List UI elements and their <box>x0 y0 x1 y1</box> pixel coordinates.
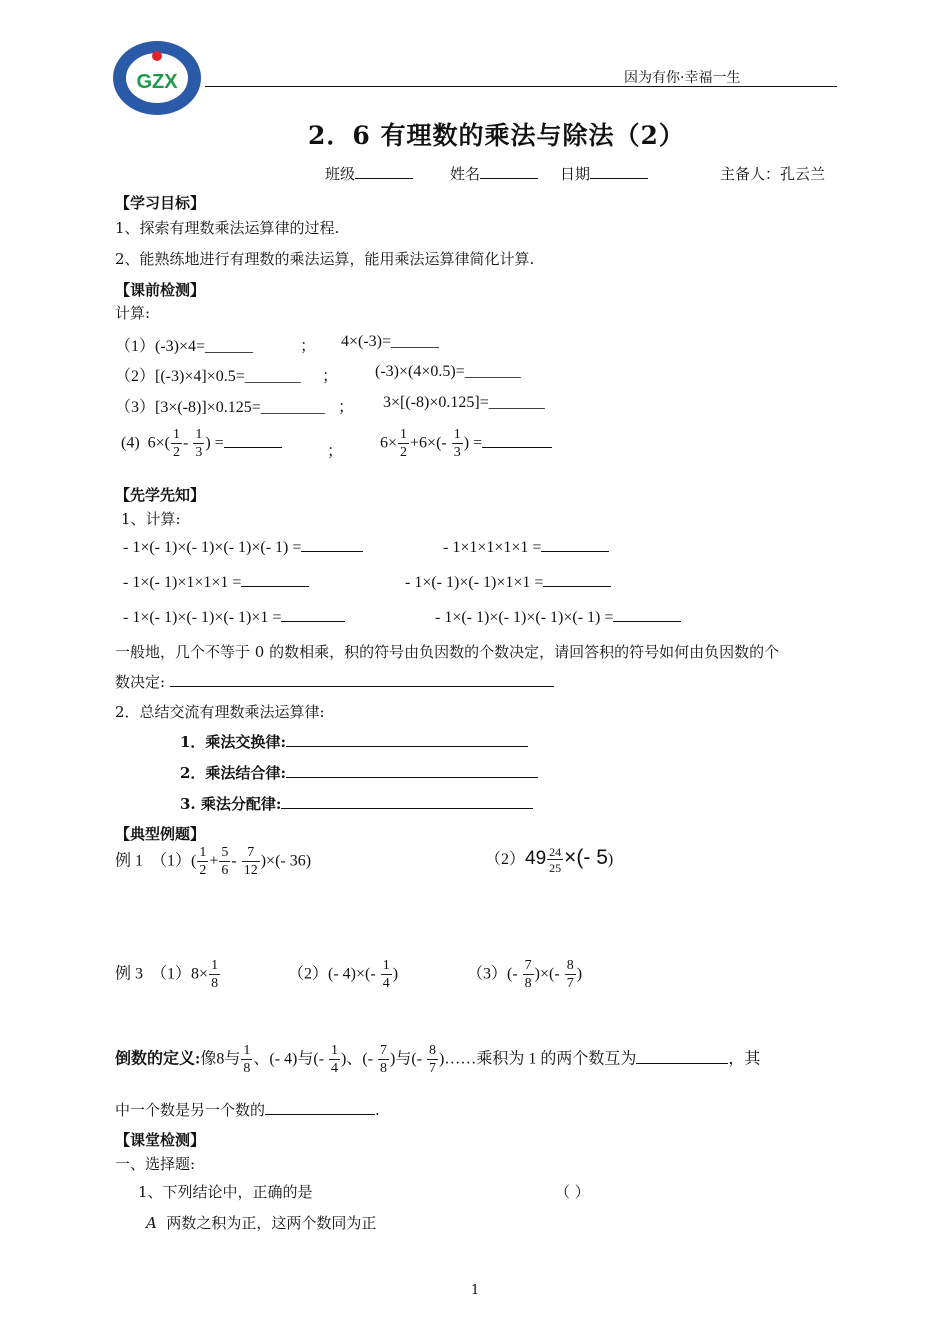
precheck-right: (-3)×(4×0.5)=_______ <box>375 363 521 380</box>
example-3-part3: （3）(- $\frac{7}{8}$ )×(- $\frac{8}{7}$ ) <box>467 958 583 991</box>
logo-text: GZX <box>136 71 178 93</box>
option-a: A 两数之积为正，这两个数同为正 <box>146 1214 377 1232</box>
prelearn-q2: 2．总结交流有理数乘法运算律: <box>115 703 325 721</box>
section-precheck: 【课前检测】 <box>115 281 206 299</box>
precheck-intro: 计算: <box>115 304 151 322</box>
school-logo <box>112 40 202 116</box>
page-number: 1 <box>471 1283 480 1298</box>
reciprocal-definition-cont: 中一个数是另一个数的 . <box>115 1101 380 1119</box>
precheck-left: （1）(-3)×4=______ <box>115 338 254 355</box>
precheck-row4-right: 6× $\frac{1}{2}$ +6×(- $\frac{1}{3}$ ) = <box>380 428 552 460</box>
section-examples: 【典型例题】 <box>115 825 206 843</box>
example-1-part1: 例 1 （1）( $\frac{1}{2}$ + $\frac{5}{6}$ - $\frac{7}{12}$ )×(- 36) <box>115 845 312 878</box>
law-distributive: 3. 乘法分配律: <box>180 793 533 814</box>
header-motto: 因为有你·幸福一生 <box>624 70 741 86</box>
section-classcheck: 【课堂检测】 <box>115 1131 206 1149</box>
calc-expr: - 1×(- 1)×1×1×1 = <box>123 572 309 592</box>
calc-expr: - 1×1×1×1×1 = <box>443 537 609 557</box>
law-associative: 2．乘法结合律: <box>180 762 538 783</box>
precheck-sep: ； <box>300 338 317 355</box>
choice-part: 一、选择题: <box>115 1155 196 1173</box>
general-rule: 一般地，几个不等于 0 的数相乘，积的符号由负因数的个数决定，请回答积的符号如何由负因数的个 <box>115 643 780 661</box>
class-field: 班级 <box>325 163 413 184</box>
calc-expr: - 1×(- 1)×(- 1)×1×1 = <box>405 572 611 592</box>
name-field: 姓名 <box>450 163 538 184</box>
precheck-right: 3×[(-8)×0.125]=_______ <box>383 394 545 411</box>
calc-expr: - 1×(- 1)×(- 1)×(- 1)×(- 1) = <box>123 537 363 557</box>
example-1-part2: （2）49 $\frac{24}{25}$ ×(- 5) <box>485 845 614 876</box>
general-rule-cont: 数决定: <box>115 671 554 692</box>
question-1: 1、下列结论中，正确的是 <box>138 1183 313 1201</box>
date-field: 日期 <box>560 163 648 184</box>
precheck-sep: ； <box>327 443 344 460</box>
precheck-left: （3）[3×(-8)]×0.125=________ <box>115 399 325 416</box>
precheck-sep: ； <box>338 399 355 416</box>
calc-expr: - 1×(- 1)×(- 1)×(- 1)×(- 1) = <box>435 607 681 627</box>
example-3-part2: （2）(- 4)×(- $\frac{1}{4}$ ) <box>288 958 399 991</box>
page-title: 2．6 有理数的乘法与除法（2） <box>308 121 685 150</box>
prelearn-q1: 1、计算: <box>121 510 181 528</box>
section-prelearn: 【先学先知】 <box>115 486 206 504</box>
goal-item: 2、能熟练地进行有理数的乘法运算，能用乘法运算律简化计算. <box>115 250 535 268</box>
header-rule <box>205 86 837 87</box>
author: 主备人：孔云兰 <box>720 165 826 183</box>
reciprocal-definition: 倒数的定义:像8与 $\frac{1}{8}$ 、(- 4)与(- $\frac{1}{4}$ )、(- $\frac{7}{8}$ )与(- $\frac{8}{7}$ )……乘积为 1 的两个数互为 ，其 <box>115 1043 761 1076</box>
precheck-left: （2）[(-3)×4]×0.5=_______ <box>115 368 301 385</box>
precheck-right: 4×(-3)=______ <box>341 333 440 350</box>
calc-expr: - 1×(- 1)×(- 1)×(- 1)×1 = <box>123 607 345 627</box>
example-3-part1: 例 3 （1）8× $\frac{1}{8}$ <box>115 958 219 991</box>
precheck-row4: (4) 6×( $\frac{1}{2}$ - $\frac{1}{3}$ ) = <box>121 428 282 460</box>
law-commutative: 1．乘法交换律: <box>180 731 528 752</box>
goal-item: 1、探索有理数乘法运算律的过程. <box>115 219 340 237</box>
answer-bracket: （ ） <box>555 1183 590 1201</box>
section-goals: 【学习目标】 <box>115 194 206 212</box>
precheck-sep: ； <box>322 368 339 385</box>
